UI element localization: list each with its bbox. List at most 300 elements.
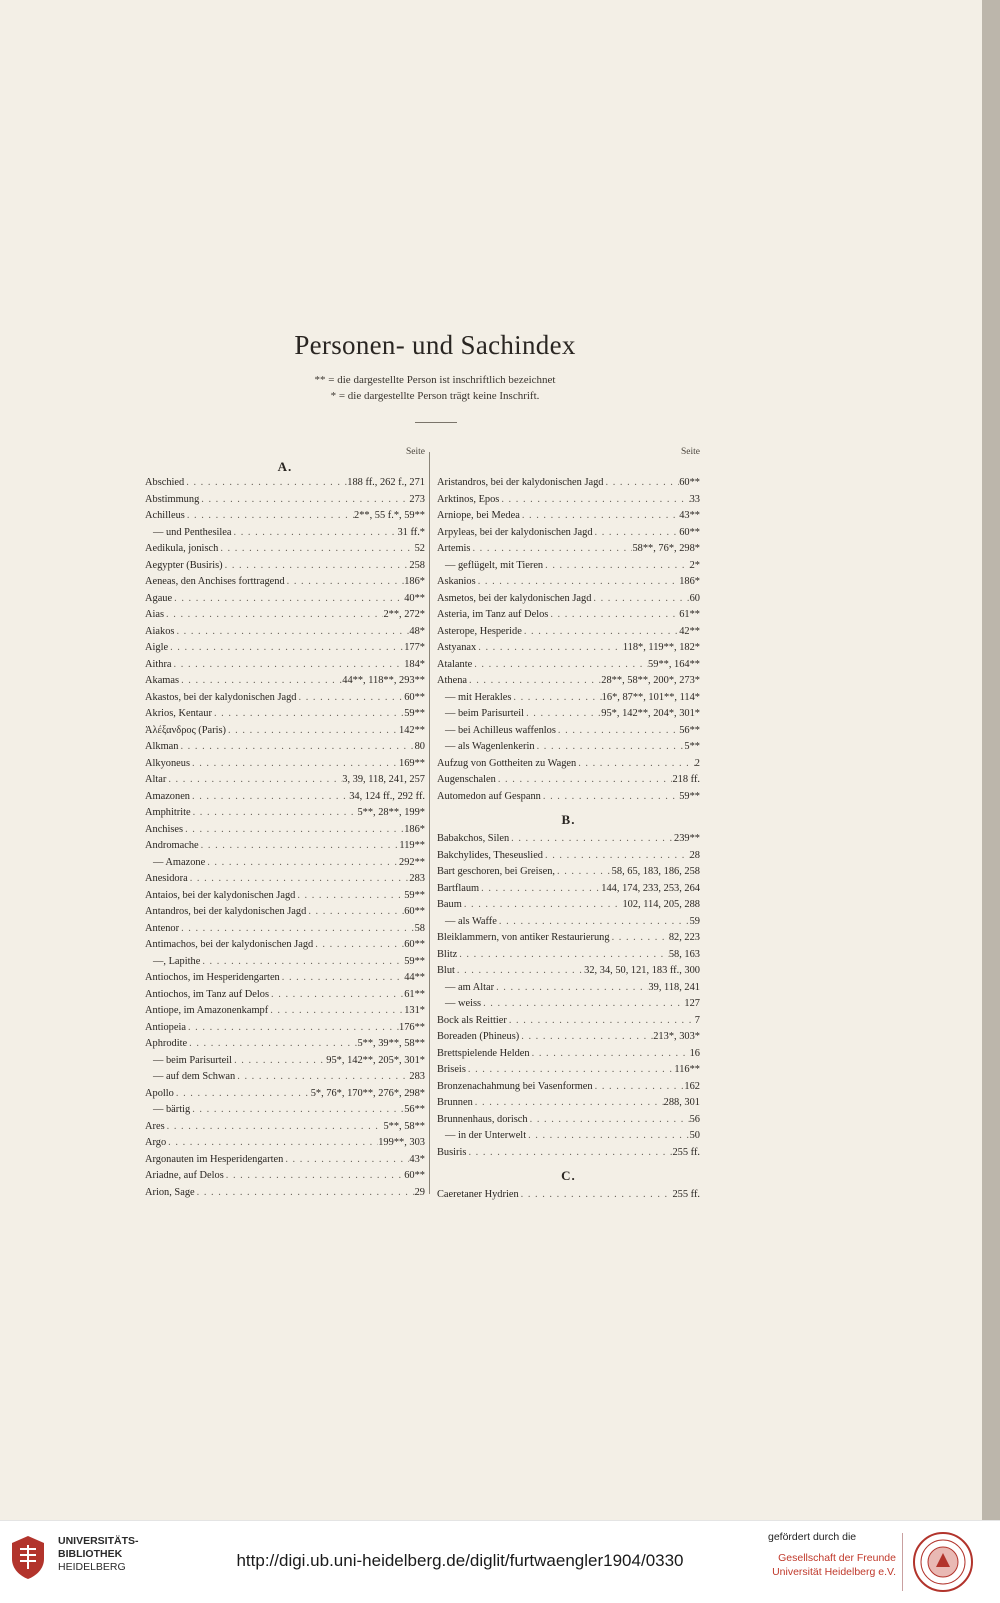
leader-dots	[174, 624, 409, 641]
index-entry	[437, 772, 700, 789]
column-divider	[429, 452, 430, 1194]
leader-dots	[187, 1036, 357, 1053]
entry-term: Busiris	[437, 1146, 467, 1158]
index-entry	[437, 624, 700, 641]
leader-dots	[548, 607, 679, 624]
entry-term: — beim Parisurteil	[445, 708, 525, 719]
entry-term: Abstimmung	[145, 493, 200, 505]
index-entry	[437, 525, 700, 542]
index-entry	[437, 848, 700, 865]
society-seal-icon	[912, 1531, 974, 1593]
index-entry	[145, 1152, 425, 1169]
leader-dots	[168, 640, 404, 657]
entry-term: Argo	[145, 1137, 167, 1148]
entry-pages: 28**, 58**, 200*, 273*	[601, 675, 700, 686]
index-entry	[145, 1119, 425, 1136]
entry-term: — in der Unterwelt	[445, 1130, 527, 1141]
index-entry-list	[437, 1187, 700, 1204]
leader-dots	[218, 541, 414, 558]
entry-pages: 60**	[404, 1170, 425, 1181]
index-entry	[145, 855, 425, 872]
index-entry	[145, 789, 425, 806]
university-library-logo-icon	[8, 1533, 48, 1581]
leader-dots	[541, 789, 679, 806]
index-entry-list	[437, 831, 700, 1161]
entry-term: Arpyleas, bei der kalydonischen Jagd	[437, 526, 593, 538]
leader-dots	[232, 525, 398, 542]
entry-term: Brunnenhaus, dorisch	[437, 1113, 528, 1125]
index-column-left	[145, 446, 425, 1201]
entry-term: — und Penthesilea	[153, 526, 232, 538]
index-entry	[145, 607, 425, 624]
entry-pages: 292**	[399, 856, 425, 868]
leader-dots	[496, 772, 673, 789]
leader-dots	[297, 690, 405, 707]
leader-dots	[466, 1145, 672, 1162]
entry-pages: 56**	[404, 1104, 425, 1115]
index-entry	[437, 930, 700, 947]
entry-pages: 59	[689, 915, 700, 927]
leader-dots	[462, 897, 623, 914]
entry-pages: 102, 114, 205, 288	[622, 899, 700, 910]
entry-term: Briseis	[437, 1064, 466, 1075]
entry-term: Akrios, Kentaur	[145, 708, 212, 719]
entry-term: Apollo	[145, 1087, 174, 1099]
index-entry	[145, 822, 425, 839]
entry-term: Akamas	[145, 675, 180, 686]
index-entry	[145, 1003, 425, 1020]
entry-term: — mit Herakles	[445, 691, 512, 703]
entry-pages: 213*, 303*	[653, 1031, 700, 1042]
entry-pages: 162	[684, 1080, 700, 1092]
index-entry	[437, 1029, 700, 1046]
entry-term: — weiss	[445, 998, 482, 1009]
leader-dots	[191, 805, 358, 822]
entry-pages: 5**, 58**	[383, 1120, 425, 1132]
entry-pages: 95*, 142**, 205*, 301*	[326, 1054, 425, 1066]
entry-pages: 44**, 118**, 293**	[342, 675, 425, 686]
index-entry-list	[145, 475, 425, 1201]
entry-pages: 188 ff., 262 f., 271	[347, 477, 425, 488]
leader-dots	[178, 739, 414, 756]
entry-term: Askanios	[437, 576, 476, 587]
leader-dots	[497, 914, 690, 931]
index-entry	[145, 772, 425, 789]
entry-pages: 56	[689, 1113, 700, 1125]
leader-dots	[190, 789, 349, 806]
leader-dots	[212, 706, 404, 723]
index-entry	[437, 541, 700, 558]
legend-double-asterisk: ** = die dargestellte Person ist inschriftlich bezeichnet	[314, 374, 556, 386]
leader-dots	[610, 930, 669, 947]
index-entry	[437, 947, 700, 964]
entry-term: Brunnen	[437, 1097, 473, 1108]
entry-pages: 59**	[679, 790, 700, 802]
leader-dots	[473, 1095, 664, 1112]
entry-pages: 283	[409, 873, 425, 884]
entry-term: — auf dem Schwan	[153, 1071, 236, 1082]
leader-dots	[179, 921, 415, 938]
index-entry	[145, 756, 425, 773]
index-entry	[145, 1053, 425, 1070]
section-heading-b: B.	[561, 812, 576, 827]
leader-dots	[530, 1046, 690, 1063]
entry-pages: 7	[694, 1014, 700, 1026]
legend-single-asterisk: * = die dargestellte Person trägt keine Inschrift.	[330, 390, 540, 402]
entry-term: Boreaden (Phineus)	[437, 1031, 520, 1042]
entry-term: Asmetos, bei der kalydonischen Jagd	[437, 592, 592, 604]
index-entry	[437, 657, 700, 674]
index-entry	[145, 591, 425, 608]
entry-pages: 32, 34, 50, 121, 183 ff., 300	[584, 965, 700, 976]
entry-term: Antaios, bei der kalydonischen Jagd	[145, 889, 296, 901]
entry-pages: 3, 39, 118, 241, 257	[342, 774, 425, 785]
entry-term: Aedikula, jonisch	[145, 543, 219, 554]
index-entry	[145, 987, 425, 1004]
entry-term: Aias	[145, 609, 165, 620]
leader-dots	[593, 1079, 685, 1096]
entry-pages: 2**, 272*	[383, 609, 425, 620]
leader-dots	[224, 1168, 404, 1185]
index-entry	[437, 673, 700, 690]
entry-term: — bärtig	[153, 1104, 191, 1115]
entry-pages: 39, 118, 241	[648, 981, 700, 993]
entry-pages: 80	[414, 741, 425, 752]
index-entry	[437, 831, 700, 848]
index-entry	[145, 871, 425, 888]
leader-dots	[179, 673, 342, 690]
entry-pages: 40**	[404, 592, 425, 604]
entry-pages: 44**	[404, 972, 425, 983]
index-entry-list	[437, 475, 700, 805]
entry-pages: 60**	[679, 526, 700, 538]
index-entry	[145, 739, 425, 756]
index-entry	[145, 888, 425, 905]
entry-pages: 33	[689, 493, 700, 505]
leader-dots	[519, 1187, 673, 1204]
entry-term: Antiochos, im Hesperidengarten	[145, 972, 280, 983]
entry-pages: 144, 174, 233, 253, 264	[601, 882, 700, 894]
index-entry	[437, 980, 700, 997]
index-entry	[145, 1185, 425, 1202]
entry-term: Aegypter (Busiris)	[145, 559, 223, 571]
leader-dots	[195, 1185, 415, 1202]
leader-dots	[476, 574, 680, 591]
index-entry	[145, 657, 425, 674]
title-divider	[415, 422, 457, 423]
leader-dots	[232, 1053, 326, 1070]
leader-dots	[268, 1003, 404, 1020]
permalink-url[interactable]: http://digi.ub.uni-heidelberg.de/diglit/furtwaengler1904/0330	[236, 1551, 684, 1570]
leader-dots	[174, 1086, 311, 1103]
index-entry	[145, 508, 425, 525]
leader-dots	[467, 673, 601, 690]
seite-label: Seite	[681, 447, 700, 457]
sponsor-line: Gesellschaft der Freunde	[778, 1552, 896, 1564]
entry-term: Bock als Reittier	[437, 1014, 507, 1026]
entry-pages: 60**	[404, 691, 425, 703]
index-entry	[145, 640, 425, 657]
entry-term: Ariadne, auf Delos	[145, 1170, 224, 1181]
entry-pages: 184*	[404, 658, 425, 670]
entry-pages: 50	[689, 1130, 700, 1141]
entry-pages: 16*, 87**, 101**, 114*	[601, 691, 700, 703]
leader-dots	[455, 963, 584, 980]
entry-pages: 176**	[399, 1021, 425, 1033]
entry-term: Antiope, im Amazonenkampf	[145, 1005, 269, 1016]
entry-pages: 118*, 119**, 182*	[622, 642, 700, 653]
index-entry	[145, 1036, 425, 1053]
entry-term: Aphrodite	[145, 1038, 188, 1049]
entry-term: Altar	[145, 774, 167, 785]
index-entry	[437, 723, 700, 740]
index-entry	[145, 624, 425, 641]
entry-term: Arion, Sage	[145, 1186, 195, 1198]
entry-pages: 42**	[679, 625, 700, 637]
index-entry	[145, 541, 425, 558]
entry-term: Amphitrite	[145, 807, 191, 818]
index-entry	[437, 475, 700, 492]
leader-dots	[280, 970, 404, 987]
entry-pages: 255 ff.	[672, 1146, 700, 1158]
library-name	[58, 1535, 139, 1574]
entry-term: Artemis	[437, 543, 471, 554]
leader-dots	[269, 987, 404, 1004]
leader-dots	[188, 871, 410, 888]
leader-dots	[543, 848, 690, 865]
leader-dots	[604, 475, 680, 492]
index-entry	[437, 1187, 700, 1204]
index-entry	[145, 558, 425, 575]
entry-term: Alkman	[145, 741, 179, 752]
index-entry	[437, 1079, 700, 1096]
leader-dots	[591, 591, 689, 608]
entry-pages: 2*	[689, 559, 700, 571]
index-entry	[145, 574, 425, 591]
entry-pages: 56**	[679, 724, 700, 736]
entry-pages: 48*	[409, 625, 425, 637]
entry-term: — am Altar	[445, 981, 495, 993]
entry-pages: 5**	[684, 741, 700, 752]
index-entry	[437, 690, 700, 707]
entry-pages: 61**	[404, 988, 425, 1000]
index-entry	[437, 963, 700, 980]
index-entry	[145, 838, 425, 855]
leader-dots	[466, 1062, 675, 1079]
entry-term: — bei Achilleus waffenlos	[445, 724, 556, 736]
entry-pages: 34, 124 ff., 292 ff.	[349, 790, 425, 802]
index-entry	[437, 492, 700, 509]
index-entry	[145, 954, 425, 971]
entry-term: Baum	[437, 899, 462, 910]
section-heading-c: C.	[561, 1168, 576, 1183]
sponsor-line: Universität Heidelberg e.V.	[772, 1566, 896, 1578]
sponsor-divider	[902, 1533, 903, 1591]
entry-term: Anchises	[145, 823, 184, 835]
entry-pages: 255 ff.	[672, 1189, 700, 1200]
leader-dots	[226, 723, 399, 740]
index-entry	[437, 739, 700, 756]
index-entry	[437, 1095, 700, 1112]
section-spacer	[437, 458, 700, 475]
entry-pages: 82, 223	[668, 932, 700, 943]
leader-dots	[520, 508, 679, 525]
entry-term: Achilleus	[145, 510, 185, 521]
entry-term: — Amazone	[153, 856, 206, 868]
leader-dots	[476, 640, 623, 657]
leader-dots	[472, 657, 648, 674]
footer	[0, 1520, 1000, 1603]
entry-term: Aufzug von Gottheiten zu Wagen	[437, 757, 577, 769]
entry-term: Babakchos, Silen	[437, 833, 510, 844]
entry-pages: 60	[689, 592, 700, 604]
scan-edge	[982, 0, 1000, 1520]
index-entry	[437, 996, 700, 1013]
entry-pages: 5**, 39**, 58**	[357, 1038, 425, 1049]
entry-term: Bakchylides, Theseuslied	[437, 849, 544, 861]
entry-term: Asteria, im Tanz auf Delos	[437, 609, 549, 620]
entry-term: Blitz	[437, 948, 458, 960]
index-entry	[437, 897, 700, 914]
leader-dots	[164, 607, 383, 624]
entry-term: Akastos, bei der kalydonischen Jagd	[145, 691, 297, 703]
entry-term: Brettspielende Helden	[437, 1047, 530, 1059]
leader-dots	[522, 624, 679, 641]
entry-term: Bart geschoren, bei Greisen,	[437, 866, 556, 877]
leader-dots	[223, 558, 410, 575]
leader-dots	[519, 1029, 653, 1046]
entry-term: Aristandros, bei der kalydonischen Jagd	[437, 477, 604, 488]
entry-pages: 59**	[404, 708, 425, 719]
entry-pages: 119**	[399, 840, 425, 851]
leader-dots	[535, 739, 685, 756]
entry-pages: 5*, 76*, 170**, 276*, 298*	[310, 1087, 425, 1099]
index-entry	[437, 756, 700, 773]
index-entry	[145, 970, 425, 987]
index-entry	[145, 1102, 425, 1119]
library-line: BIBLIOTHEK	[58, 1548, 123, 1560]
entry-term: Ἀλέξανδρος (Paris)	[145, 724, 226, 736]
entry-pages: 288, 301	[663, 1097, 700, 1108]
leader-dots	[524, 706, 601, 723]
entry-term: Abschied	[145, 477, 185, 488]
index-entry	[145, 673, 425, 690]
page-title: Personen- und Sachindex	[294, 330, 576, 360]
entry-pages: 239**	[674, 833, 700, 844]
index-entry	[145, 690, 425, 707]
index-entry	[437, 864, 700, 881]
entry-pages: 218 ff.	[672, 774, 700, 785]
entry-term: Ares	[145, 1120, 165, 1132]
entry-pages: 59**, 164**	[648, 658, 700, 670]
entry-term: Alkyoneus	[145, 757, 191, 769]
leader-dots	[235, 1069, 409, 1086]
index-column-right	[437, 446, 700, 1204]
index-entry	[437, 574, 700, 591]
entry-pages: 273	[409, 493, 425, 505]
leader-dots	[509, 831, 674, 848]
index-entry	[145, 475, 425, 492]
leader-dots	[494, 980, 648, 997]
entry-term: —, Lapithe	[153, 955, 201, 967]
entry-pages: 52	[414, 543, 425, 554]
entry-pages: 199**, 303	[378, 1137, 425, 1148]
library-line: UNIVERSITÄTS-	[58, 1535, 139, 1547]
index-entry	[145, 1020, 425, 1037]
leader-dots	[190, 1102, 404, 1119]
leader-dots	[165, 1119, 384, 1136]
entry-pages: 186*	[404, 823, 425, 835]
entry-pages: 28	[689, 849, 700, 861]
seite-label: Seite	[406, 447, 425, 457]
leader-dots	[295, 888, 404, 905]
entry-term: Bronzenachahmung bei Vasenformen	[437, 1080, 593, 1092]
entry-pages: 58	[414, 922, 425, 934]
leader-dots	[481, 996, 684, 1013]
entry-term: Aeneas, den Anchises forttragend	[145, 576, 285, 587]
leader-dots	[576, 756, 695, 773]
leader-dots	[199, 492, 409, 509]
leader-dots	[172, 657, 405, 674]
entry-term: — als Wagenlenkerin	[445, 741, 535, 752]
entry-term: Argonauten im Hesperidengarten	[145, 1153, 284, 1165]
leader-dots	[190, 756, 399, 773]
entry-pages: 186*	[679, 576, 700, 587]
entry-pages: 59**	[404, 889, 425, 901]
sponsor-name	[740, 1551, 896, 1579]
leader-dots	[528, 1112, 690, 1129]
leader-dots	[183, 822, 404, 839]
leader-dots	[184, 475, 347, 492]
entry-term: Aigle	[145, 642, 169, 653]
leader-dots	[199, 838, 400, 855]
entry-pages: 127	[684, 998, 700, 1009]
entry-pages: 59**	[404, 955, 425, 967]
index-entry	[437, 1112, 700, 1129]
leader-dots	[507, 1013, 695, 1030]
section-heading-a: A.	[277, 459, 293, 474]
entry-term: Aithra	[145, 658, 172, 670]
entry-pages: 58, 163	[668, 948, 700, 960]
index-entry	[145, 1168, 425, 1185]
leader-dots	[185, 508, 354, 525]
entry-term: Astyanax	[437, 642, 477, 653]
leader-dots	[470, 541, 632, 558]
entry-term: Asterope, Hesperide	[437, 625, 522, 637]
entry-term: Blut	[437, 965, 455, 976]
entry-pages: 2**, 55 f.*, 59**	[354, 510, 425, 521]
entry-pages: 29	[414, 1186, 425, 1198]
entry-pages: 16	[689, 1047, 700, 1059]
entry-pages: 186*	[404, 576, 425, 587]
leader-dots	[205, 855, 399, 872]
leader-dots	[593, 525, 680, 542]
index-entry	[437, 591, 700, 608]
leader-dots	[313, 937, 404, 954]
entry-pages: 58, 65, 183, 186, 258	[611, 866, 700, 877]
index-entry	[437, 914, 700, 931]
entry-pages: 131*	[404, 1005, 425, 1016]
index-entry	[145, 937, 425, 954]
index-entry	[145, 904, 425, 921]
leader-dots	[543, 558, 689, 575]
leader-dots	[499, 492, 689, 509]
library-line: HEIDELBERG	[58, 1561, 126, 1573]
entry-pages: 177*	[404, 642, 425, 653]
leader-dots	[526, 1128, 690, 1145]
leader-dots	[200, 954, 404, 971]
entry-term: Antenor	[145, 922, 180, 934]
